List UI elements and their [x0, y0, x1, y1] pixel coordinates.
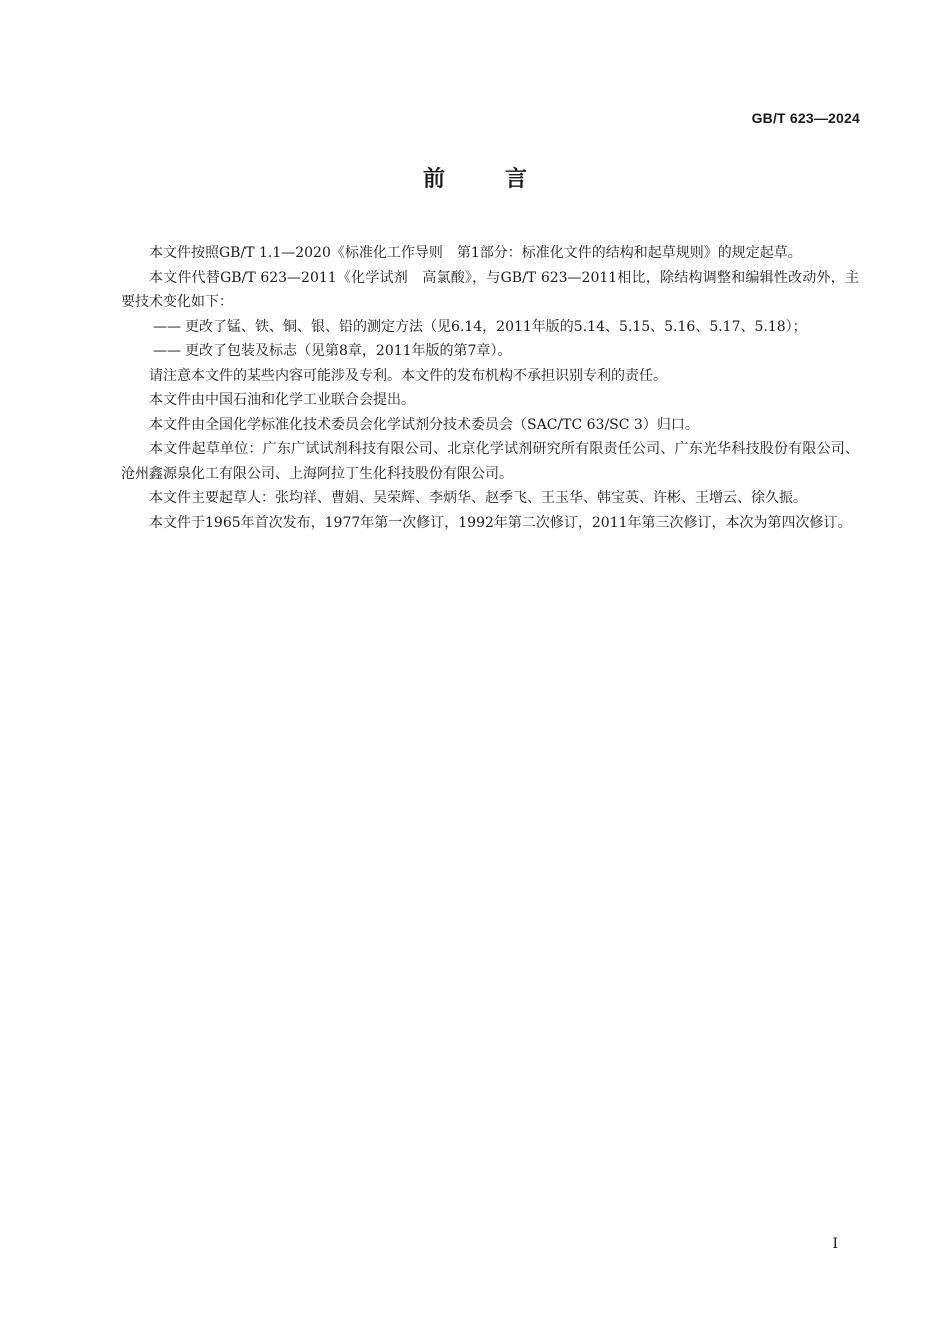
change-item: [121, 315, 859, 340]
paragraph-drafting-units: 本文件起草单位：广东广试试剂科技有限公司、北京化学试剂研究所有限责任公司、广东光华科技股份有限公司、沧州鑫源泉化工有限公司、上海阿拉丁生化科技股份有限公司。: [121, 441, 859, 482]
page-title: 前言: [422, 167, 587, 192]
paragraph-drafters: 本文件主要起草人：张均祥、曹娟、吴荣辉、李炳华、赵季飞、王玉华、韩宝英、许彬、王增云、徐久振。: [149, 490, 807, 506]
dash-marker: ——: [153, 343, 181, 359]
paragraph-patent-notice: 请注意本文件的某些内容可能涉及专利。本文件的发布机构不承担识别专利的责任。: [149, 367, 667, 384]
document-body: [121, 241, 859, 535]
paragraph-proposer: 本文件由中国石油和化学工业联合会提出。: [149, 392, 415, 408]
dash-marker: ——: [153, 318, 181, 335]
change-item: [121, 339, 859, 364]
paragraph-committee: 本文件由全国化学标准化技术委员会化学试剂分技术委员会（SAC/TC 63/SC 3）归口。: [149, 416, 699, 433]
change-item-text: 更改了锰、铁、铜、银、铅的测定方法（见6.14，2011年版的5.14、5.15、5.16、5.17、5.18）；: [185, 318, 807, 335]
page-number: I: [832, 1236, 838, 1252]
paragraph-drafting-rules: 本文件按照GB/T 1.1—2020《标准化工作导则 第1部分：标准化文件的结构和起草规则》的规定起草。: [149, 245, 802, 261]
paragraph-replacement: 本文件代替GB/T 623—2011《化学试剂 高氯酸》，与GB/T 623—2011相比，除结构调整和编辑性改动外，主要技术变化如下：: [121, 269, 859, 310]
standard-number: GB/T 623—2024: [751, 110, 860, 126]
paragraph-history: 本文件于1965年首次发布，1977年第一次修订，1992年第二次修订，2011年第三次修订，本次为第四次修订。: [149, 514, 852, 531]
change-item-text: 更改了包装及标志（见第8章，2011年版的第7章）。: [185, 343, 512, 359]
